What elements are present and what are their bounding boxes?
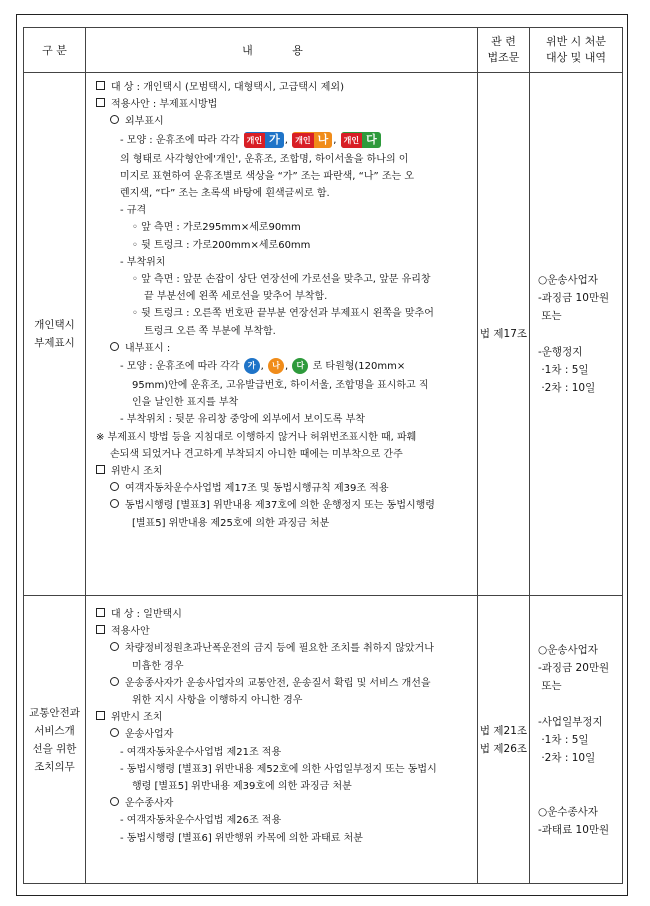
list-item: [별표5] 위반내용 제25호에 의한 과징금 처분 — [132, 517, 330, 529]
list-item: 외부표시 — [96, 113, 471, 130]
circle-bullet-icon — [110, 115, 119, 124]
category-cell: 교통안전과 서비스개 선을 위한 조치의무 — [24, 596, 86, 884]
circle-bullet-icon — [110, 342, 119, 351]
sign-na-icon: 개인 나 — [292, 132, 332, 148]
header-content: 내 용 — [86, 28, 478, 73]
square-bullet-icon — [96, 465, 105, 474]
list-item: 미흡한 경우 — [132, 660, 184, 672]
list-item: 95mm)안에 운휴조, 고유발급번호, 하이서울, 조합명을 표시하고 직 — [132, 380, 429, 392]
header-penalty: 위반 시 처분 대상 및 내역 — [530, 28, 623, 73]
list-item: 차량정비정원초과난폭운전의 금지 등에 필요한 조치를 취하지 않았거나 — [96, 640, 471, 657]
table-row — [24, 73, 623, 596]
list-item: 트렁크 오른 쪽 부분에 부착함. — [144, 325, 276, 337]
list-item: 렌지색, “다” 조는 초록색 바탕에 흰색글씨로 함. — [120, 188, 330, 200]
list-item: - 여객자동차운수사업법 제21조 적용 — [120, 746, 282, 758]
list-item: 운송사업자 — [96, 726, 471, 743]
penalty-cell: ○운송사업자 -과징금 20만원 또는 -사업일부정지 ·1차 : 5일 ·2차 : 10일 ○운수종사자 -과태료 10만원 — [530, 596, 623, 884]
list-item: 위한 지시 사항을 이행하지 아니한 경우 — [132, 695, 303, 707]
square-bullet-icon — [96, 711, 105, 720]
list-item: 여객자동차운수사업법 제17조 및 동법시행규칙 제39조 적용 — [96, 480, 471, 497]
list-item: 내부표시 : — [96, 340, 471, 357]
regulation-table — [23, 27, 623, 884]
list-item: 적용사안 — [96, 623, 471, 640]
note-text: ※ 부제표시 방법 등을 지침대로 이행하지 않거나 허위번조표시한 때, 파훼 — [96, 431, 417, 443]
circle-bullet-icon — [110, 677, 119, 686]
list-item: ◦ 뒷 트렁크 : 가로200mm×세로60mm — [132, 239, 311, 251]
list-item: ◦ 앞 측면 : 앞문 손잡이 상단 연장선에 가로선을 맞추고, 앞문 유리창 — [132, 274, 431, 286]
category-cell: 개인택시 부제표시 — [24, 73, 86, 596]
square-bullet-icon — [96, 625, 105, 634]
list-item: 인을 날인한 표지를 부착 — [132, 397, 239, 409]
content-cell — [86, 596, 478, 884]
sign-da-icon: 개인 다 — [341, 132, 381, 148]
law-cell: 법 제17조 — [478, 73, 530, 596]
circle-bullet-icon — [110, 728, 119, 737]
list-item: 적용사안 : 부제표시방법 — [96, 96, 471, 113]
list-item: - 부착위치 — [120, 256, 166, 268]
law-cell: 법 제21조 법 제26조 — [478, 596, 530, 884]
list-item: - 규격 — [120, 205, 147, 217]
content-cell — [86, 73, 478, 596]
list-item: - 동법시행령 [별표3] 위반내용 제52호에 의한 사업일부정지 또는 동법시 — [120, 763, 437, 775]
list-item: 대 상 : 개인택시 (모범택시, 대형택시, 고급택시 제외) — [96, 79, 471, 96]
header-category: 구 분 — [24, 28, 86, 73]
list-item: - 부착위치 : 뒷문 유리창 중앙에 외부에서 보이도록 부착 — [120, 414, 365, 426]
circle-bullet-icon — [110, 482, 119, 491]
list-item: 운수종사자 — [96, 795, 471, 812]
table-row — [24, 596, 623, 884]
circle-bullet-icon — [110, 797, 119, 806]
square-bullet-icon — [96, 608, 105, 617]
list-item: 위반시 조치 — [96, 463, 471, 480]
list-item: - 동법시행령 [별표6] 위반행위 카목에 의한 과태료 처분 — [120, 832, 363, 844]
bubble-ga-icon: 가 — [244, 358, 260, 374]
list-item: 운송종사자가 운송사업자의 교통안전, 운송질서 확립 및 서비스 개선을 — [96, 675, 471, 692]
note-text: 손되색 되었거나 견고하게 부착되지 아니한 때에는 미부착으로 간주 — [110, 448, 403, 460]
list-item: - 모양 : 운휴조에 따라 각각 가 , 나 , 다 로 타원형(120mm× — [96, 357, 471, 377]
list-item: 위반시 조치 — [96, 709, 471, 726]
list-item: 미지로 표현하여 운휴조별로 색상을 “가” 조는 파란색, “나” 조는 오 — [120, 170, 415, 182]
bubble-na-icon: 나 — [268, 358, 284, 374]
list-item: 의 형태로 사각형안에'개인', 운휴조, 조합명, 하이서울을 하나의 이 — [120, 153, 409, 165]
square-bullet-icon — [96, 81, 105, 90]
circle-bullet-icon — [110, 642, 119, 651]
table-header-row — [24, 28, 623, 73]
list-item: - 여객자동차운수사업법 제26조 적용 — [120, 815, 282, 827]
sign-ga-icon: 개인 가 — [244, 132, 284, 148]
list-item: 행령 [별표5] 위반내용 제39호에 의한 과징금 처분 — [132, 781, 352, 793]
square-bullet-icon — [96, 98, 105, 107]
list-item: 대 상 : 일반택시 — [96, 606, 471, 623]
list-item: 끝 부분선에 왼쪽 세로선을 맞추어 부착함. — [144, 291, 328, 303]
penalty-cell: ○운송사업자 -과징금 10만원 또는 -운행정지 ·1차 : 5일 ·2차 : 10일 — [530, 73, 623, 596]
list-item: ◦ 앞 측면 : 가로295mm×세로90mm — [132, 222, 301, 234]
list-item: 동법시행령 [별표3] 위반내용 제37호에 의한 운행정지 또는 동법시행령 — [96, 497, 471, 514]
header-law: 관 련 법조문 — [478, 28, 530, 73]
circle-bullet-icon — [110, 499, 119, 508]
list-item: - 모양 : 운휴조에 따라 각각 개인 가 , 개인 나 , 개인 다 — [96, 131, 471, 151]
bubble-da-icon: 다 — [292, 358, 308, 374]
list-item: ◦ 뒷 트렁크 : 오른쪽 번호판 끝부분 연장선과 부제표시 왼쪽을 맞추어 — [132, 308, 434, 320]
